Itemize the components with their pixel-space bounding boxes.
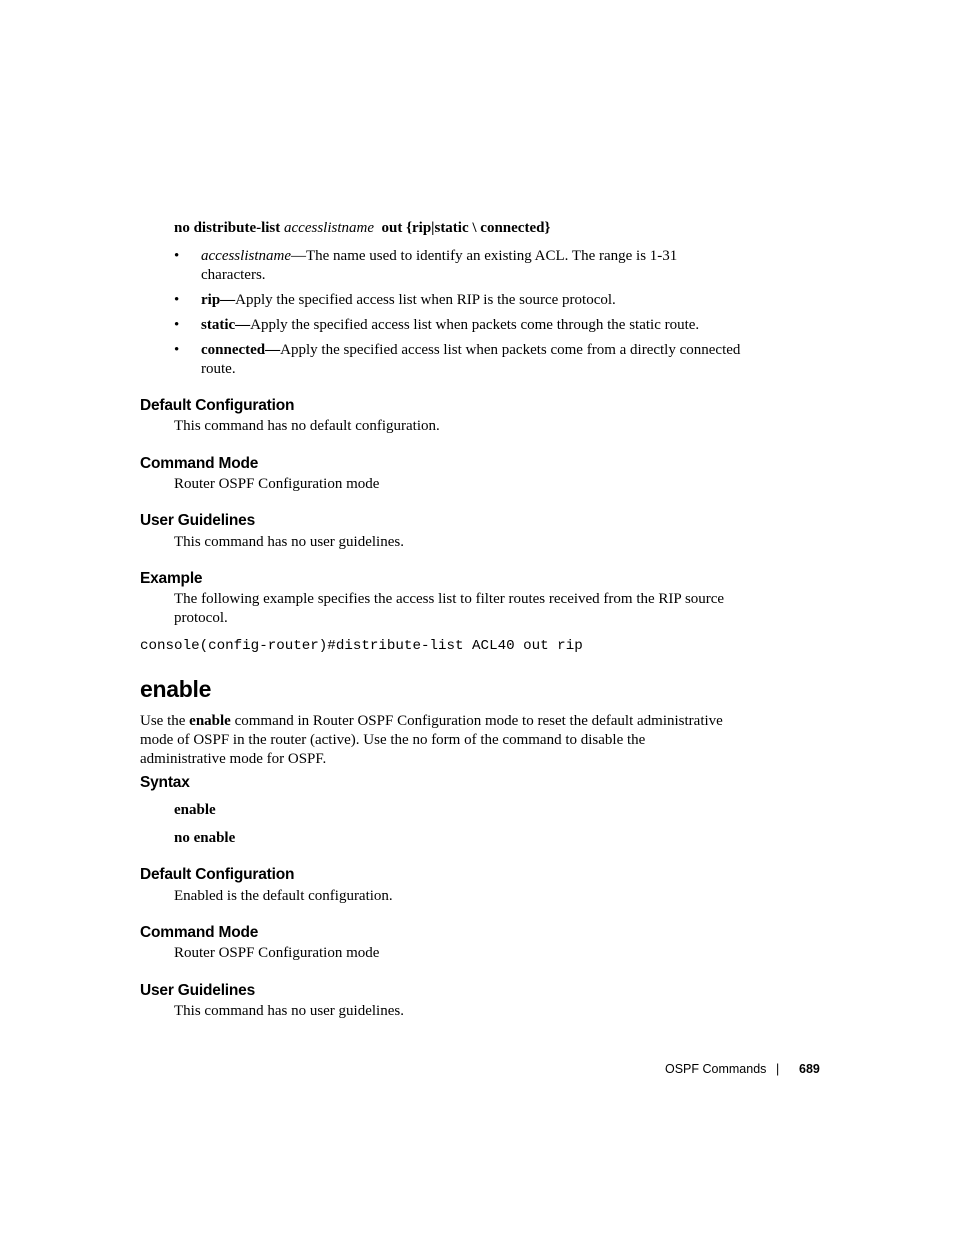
section-heading-example: Example <box>140 570 203 587</box>
user-guidelines-text: This command has no user guidelines. <box>174 534 404 550</box>
section-heading-user-guidelines: User Guidelines <box>140 982 256 999</box>
bullet-icon: • <box>174 342 180 358</box>
bullet-icon: • <box>174 317 180 333</box>
footer-section-name: OSPF Commands <box>665 1062 767 1076</box>
page-number: 689 <box>799 1062 820 1076</box>
syntax-command: no distribute-list <box>174 220 281 236</box>
command-description <box>140 712 780 769</box>
bullet-text: Apply the specified access list when packets come from a directly connected <box>280 342 741 358</box>
bullet-text: Apply the specified access list when packets come through the static route. <box>250 317 700 333</box>
bullet-term: accesslistname <box>201 248 291 264</box>
default-config-text: This command has no default configuration. <box>174 418 440 434</box>
syntax-enable: enable <box>174 802 216 818</box>
desc-post: command in Router OSPF Configuration mode to reset the default administrative <box>230 713 723 729</box>
bullet-icon: • <box>174 292 180 308</box>
section-heading-default-config: Default Configuration <box>140 866 295 883</box>
example-code: console(config-router)#distribute-list ACL40 out rip <box>140 638 583 654</box>
section-heading-command-mode: Command Mode <box>140 455 259 472</box>
desc-bold-command: enable <box>189 713 231 729</box>
bullet-term: connected— <box>201 342 281 358</box>
footer-separator: | <box>776 1062 780 1076</box>
desc-line2: mode of OSPF in the router (active). Use the no form of the command to disable the <box>140 732 646 748</box>
command-mode-text: Router OSPF Configuration mode <box>174 476 380 492</box>
example-text <box>174 590 774 628</box>
syntax-no-enable: no enable <box>174 830 236 846</box>
desc-pre: Use the <box>140 713 190 729</box>
example-text-line2: protocol. <box>174 610 228 626</box>
command-title: enable <box>140 676 212 702</box>
bullet-icon: • <box>174 248 180 264</box>
bullet-term: rip— <box>201 292 236 308</box>
example-text-line1: The following example specifies the access list to filter routes received from the RIP source <box>174 591 725 607</box>
syntax-line <box>174 219 550 238</box>
command-mode-text: Router OSPF Configuration mode <box>174 945 380 961</box>
section-heading-syntax: Syntax <box>140 774 190 791</box>
default-config-text: Enabled is the default configuration. <box>174 888 393 904</box>
bullet-text: Apply the specified access list when RIP is the source protocol. <box>235 292 616 308</box>
section-heading-command-mode: Command Mode <box>140 924 259 941</box>
syntax-out: out <box>381 220 403 236</box>
bullet-text-cont: route. <box>201 361 236 377</box>
desc-line3: administrative mode for OSPF. <box>140 751 327 767</box>
bullet-term: static— <box>201 317 251 333</box>
bullet-text: —The name used to identify an existing ACL. The range is 1-31 <box>290 248 678 264</box>
syntax-options: {rip|static \ connected} <box>406 220 551 236</box>
syntax-argument: accesslistname <box>284 220 374 236</box>
section-heading-default-config: Default Configuration <box>140 397 295 414</box>
bullet-text-cont: characters. <box>201 267 266 283</box>
user-guidelines-text: This command has no user guidelines. <box>174 1003 404 1019</box>
section-heading-user-guidelines: User Guidelines <box>140 512 256 529</box>
